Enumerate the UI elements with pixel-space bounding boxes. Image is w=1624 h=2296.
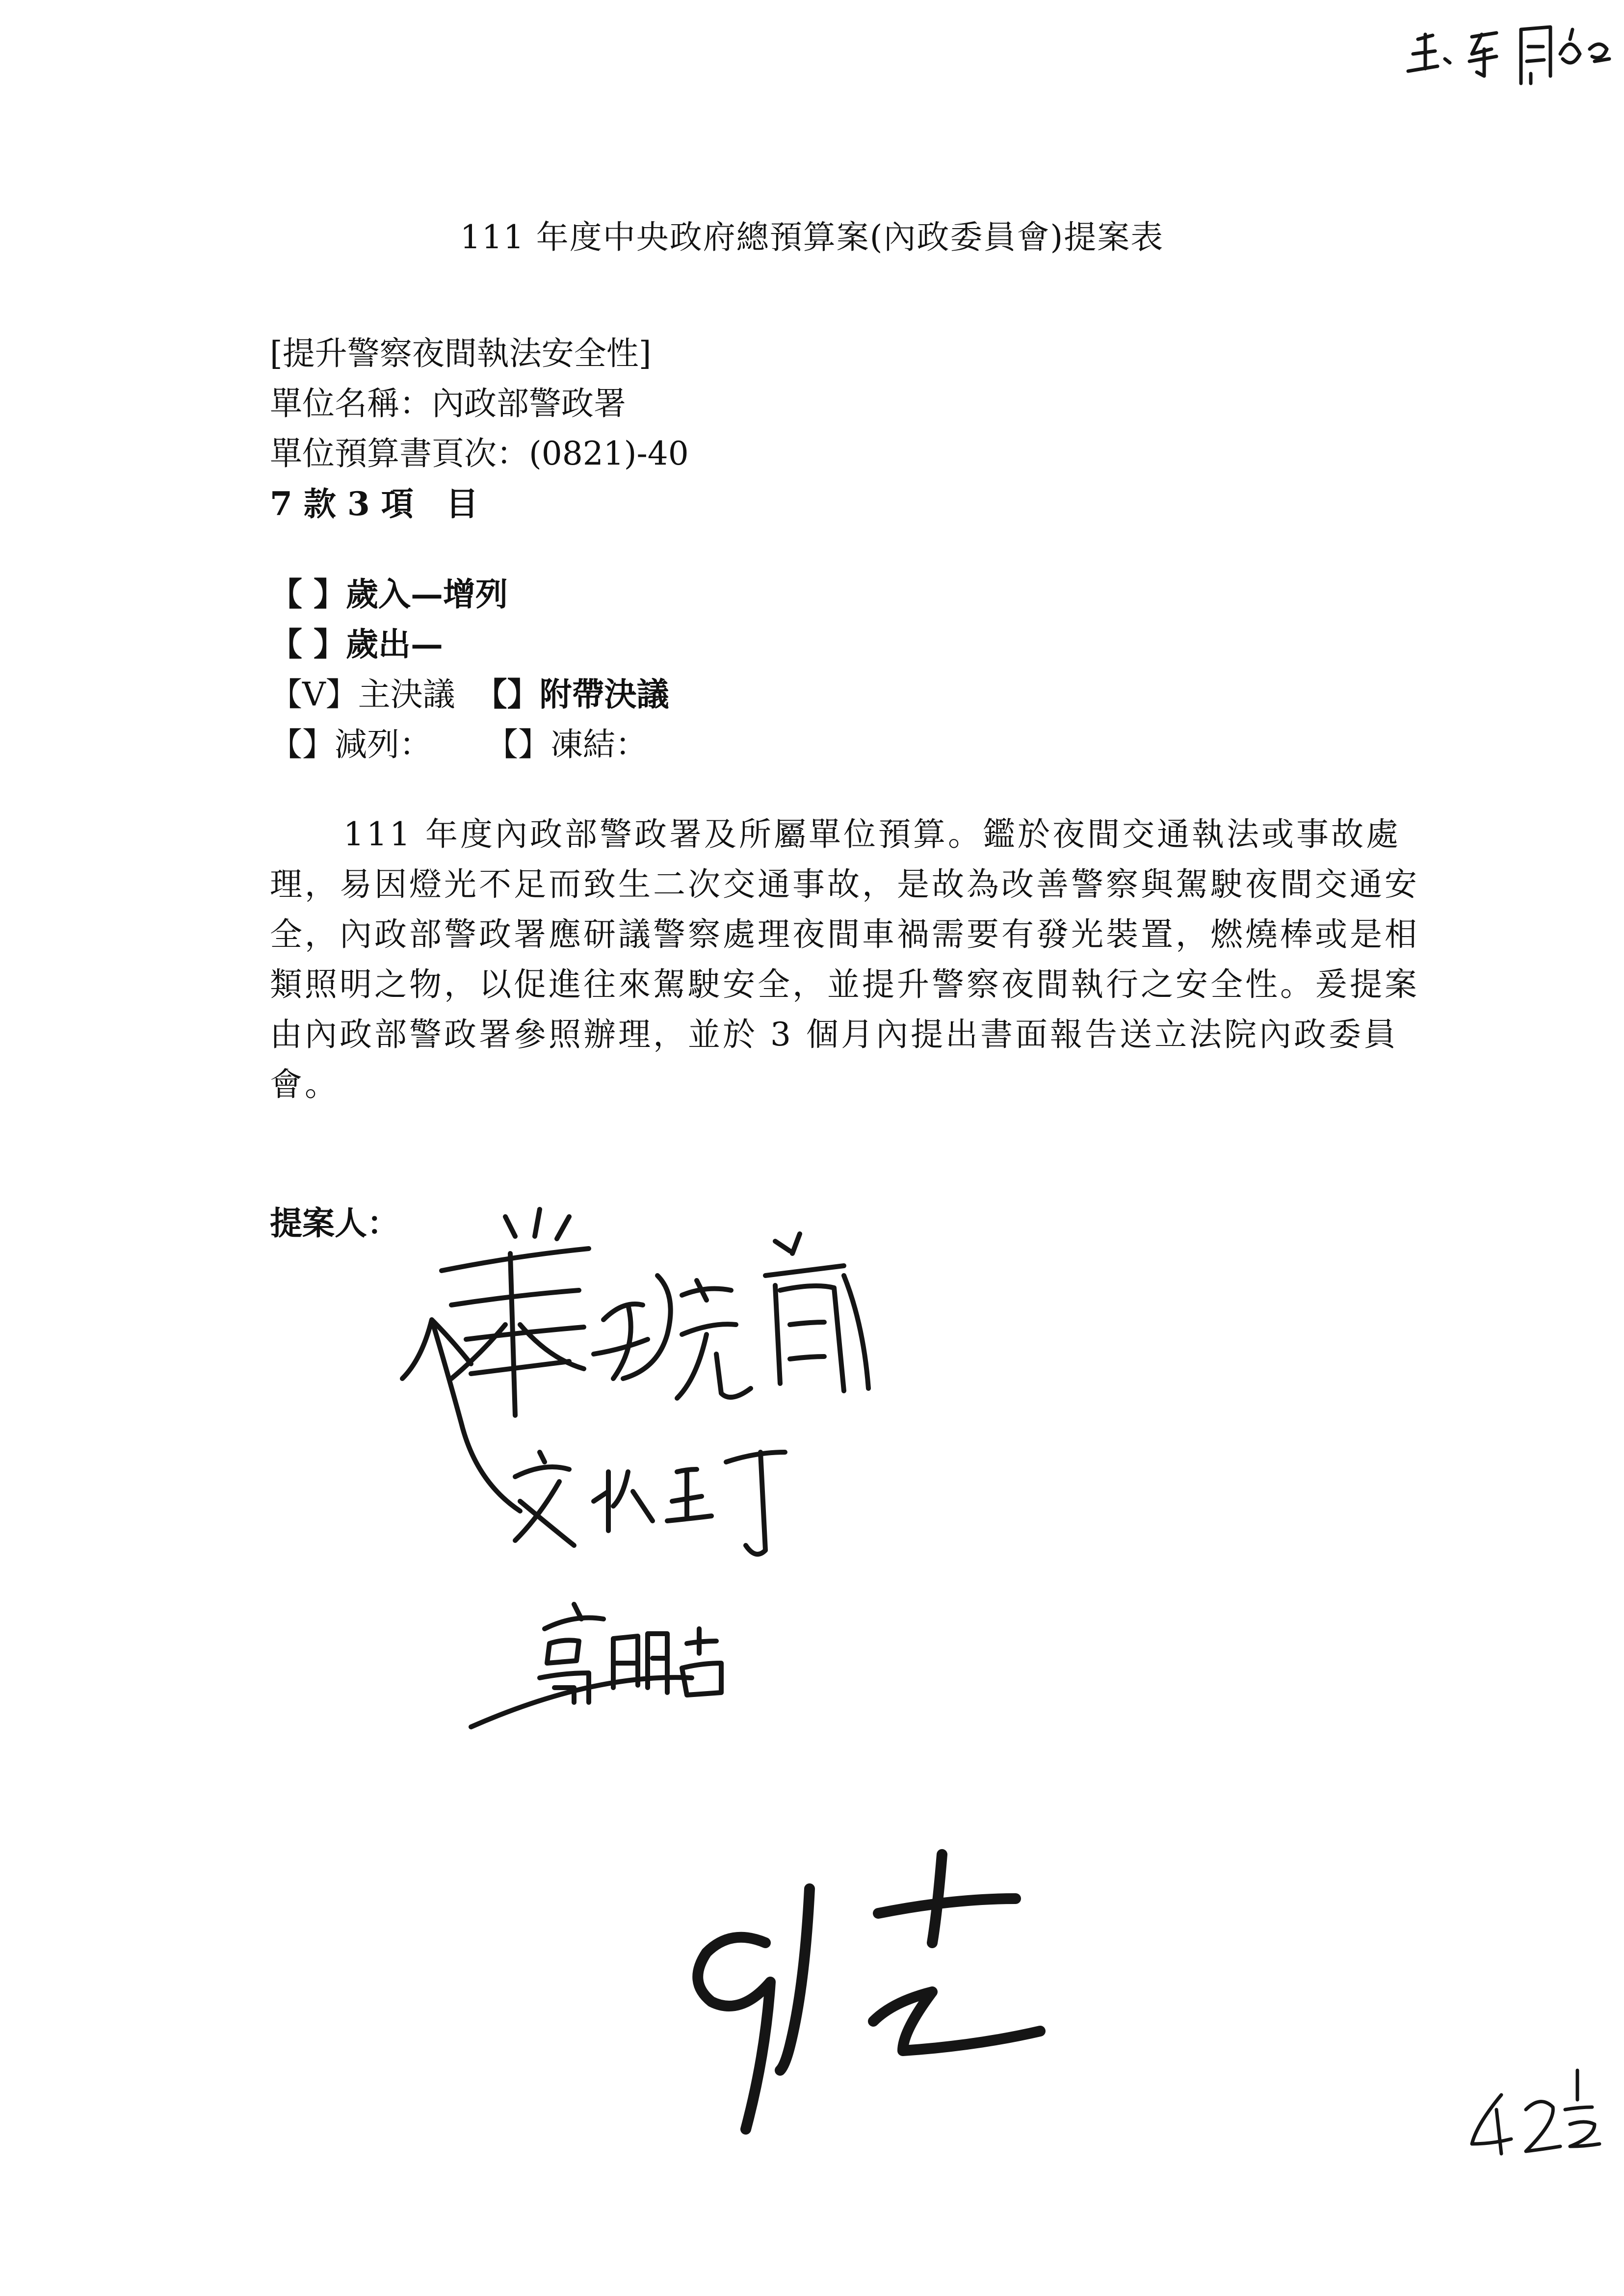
option-freeze: 【】凍結： xyxy=(486,726,648,763)
option-expenditure: 【 】歲出— xyxy=(270,625,443,663)
resolution-row xyxy=(270,669,669,720)
option-additional-resolution: 【】附帶決議 xyxy=(474,675,669,713)
document-title: 111 年度中央政府總預算案(內政委員會)提案表 xyxy=(460,218,1164,256)
proposer-label: 提案人： xyxy=(270,1204,399,1242)
proposal-paragraph: 111 年度內政部警政署及所屬單位預算。鑑於夜間交通執法或事故處理，易因燈光不足而致生二次交通事故，是故為改善警察與駕駛夜間交通安全，內政部警政署應研議警察處理夜間車禍需要有發光裝置，燃燒棒或是相類照明之物，以促進往來駕駛安全，並提升警察夜間執行之安全性。爰提案由內政部警政署參照辦理，並於 3 個月內提出書面報告送立法院內政委員會。 xyxy=(270,815,1419,1103)
corner-note-handwriting xyxy=(1408,27,1609,83)
reduce-freeze-row xyxy=(270,720,669,770)
page-fraction-handwriting xyxy=(1472,2070,1599,2154)
subject-line: [提升警察夜間執法安全性] xyxy=(270,335,652,372)
budget-page-line: 單位預算書頁次：(0821)-40 xyxy=(270,435,689,472)
option-main-resolution: 【V】主決議 xyxy=(270,676,455,713)
option-revenue: 【 】歲入—增列 xyxy=(270,575,508,613)
signature-3-handwriting xyxy=(471,1604,721,1727)
section-line: 7 款 3 項 目 xyxy=(270,485,478,523)
document-meta xyxy=(270,329,689,529)
unit-name-line: 單位名稱：內政部警政署 xyxy=(270,385,626,422)
signature-1-handwriting xyxy=(402,1209,868,1511)
proposal-body xyxy=(270,809,1423,1110)
number-handwriting xyxy=(698,1854,1040,2129)
option-checkboxes xyxy=(270,569,669,770)
signature-2-handwriting xyxy=(515,1452,785,1554)
option-reduce: 【】減列： xyxy=(270,726,432,763)
